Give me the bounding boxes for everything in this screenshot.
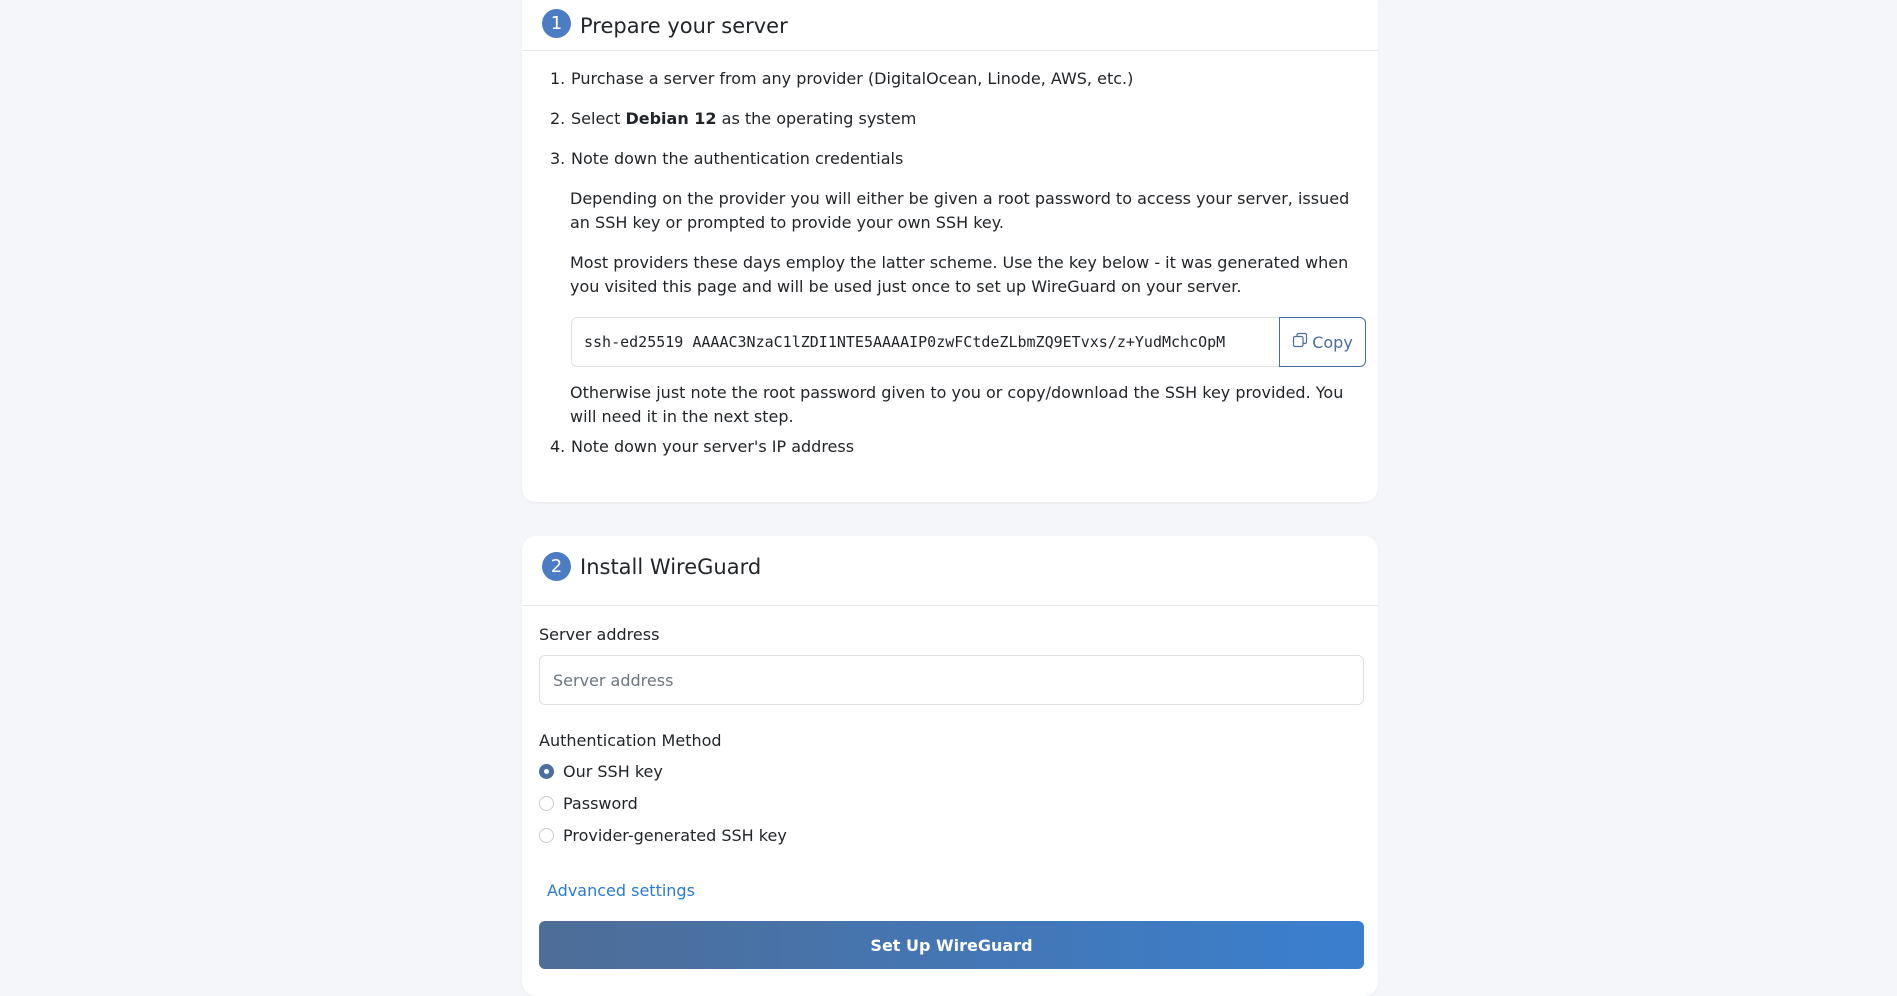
copy-icon: [1292, 332, 1308, 352]
step-2: 2. Select Debian 12 as the operating system: [550, 109, 917, 128]
prepare-server-card: [522, 0, 1378, 502]
prepare-server-header: [522, 0, 1378, 51]
radio-button-checked[interactable]: [539, 764, 554, 779]
radio-button[interactable]: [539, 796, 554, 811]
prepare-server-title: Prepare your server: [580, 14, 788, 38]
step-badge-2: 2: [542, 552, 571, 581]
server-address-input[interactable]: Server address: [539, 655, 1364, 705]
step-4: 4. Note down your server's IP address: [550, 437, 855, 456]
install-wireguard-card: [522, 536, 1378, 996]
os-name: Debian 12: [625, 109, 717, 128]
credentials-paragraph-3: Otherwise just note the root password given to you or copy/download the SSH key provided. You will need it in the next step.: [570, 383, 1344, 426]
copy-button[interactable]: [1279, 317, 1366, 367]
credentials-paragraph-2: Most providers these days employ the latter scheme. Use the key below - it was generated when you visited this page and will be used just once to set up WireGuard on your server.: [570, 253, 1349, 296]
install-wireguard-title: Install WireGuard: [580, 554, 762, 579]
step-3: 3. Note down the authentication credentials: [550, 149, 904, 168]
setup-wireguard-button[interactable]: Set Up WireGuard: [539, 921, 1364, 969]
auth-method-label: Authentication Method: [539, 731, 722, 750]
radio-provider-ssh-key[interactable]: Provider-generated SSH key: [539, 826, 787, 845]
step-badge-1: 1: [542, 9, 571, 38]
ssh-key-group: [571, 317, 1366, 367]
radio-button[interactable]: [539, 828, 554, 843]
ssh-key-field[interactable]: ssh-ed25519 AAAAC3NzaC1lZDI1NTE5AAAAIP0zwFCtdeZLbmZQ9ETvxs/z+YudMchcOpM: [571, 317, 1279, 367]
credentials-paragraph-1: Depending on the provider you will either be given a root password to access your server, issued an SSH key or prompted to provide your own SSH key.: [570, 189, 1350, 232]
copy-label: Copy: [1312, 332, 1353, 352]
step-1: 1. Purchase a server from any provider (DigitalOcean, Linode, AWS, etc.): [550, 69, 1134, 88]
advanced-settings-link[interactable]: Advanced settings: [547, 881, 695, 900]
radio-password[interactable]: Password: [539, 794, 638, 813]
install-wireguard-header: [522, 536, 1378, 606]
radio-our-ssh-key[interactable]: Our SSH key: [539, 762, 663, 781]
server-address-label: Server address: [539, 625, 660, 644]
